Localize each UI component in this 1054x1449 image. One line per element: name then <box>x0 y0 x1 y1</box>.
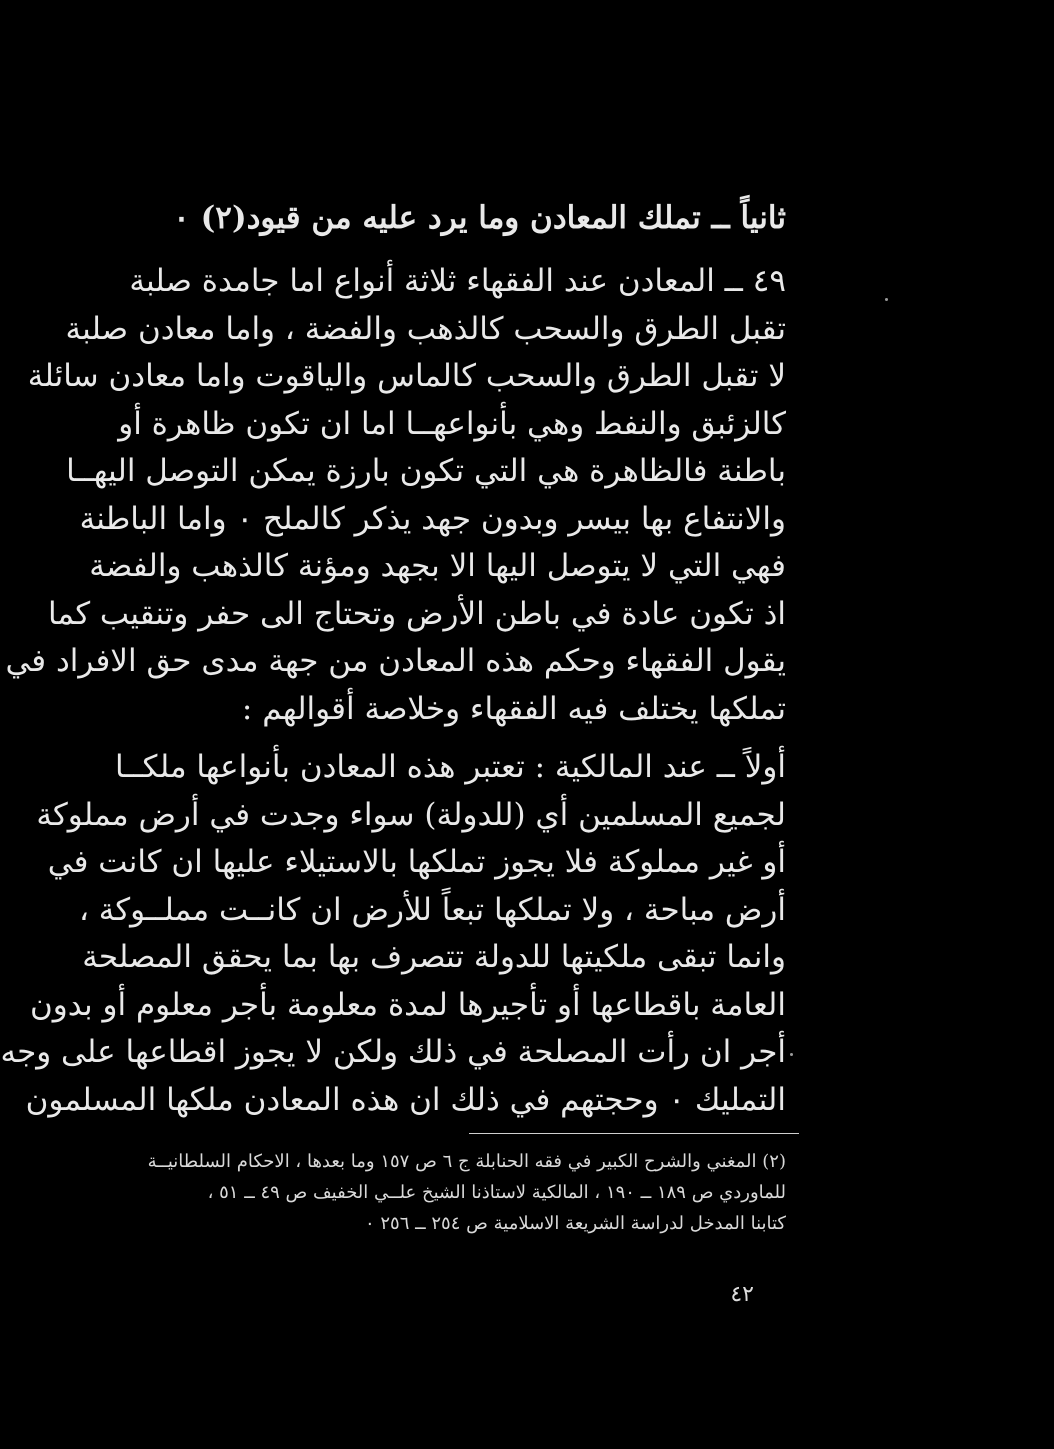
text-line: تملكها يختلف فيه الفقهاء وخلاصة أقوالهم : <box>241 690 786 727</box>
footnotes <box>106 1146 786 1239</box>
text-line: ٤٩ ــ المعادن عند الفقهاء ثلاثة أنواع اما جامدة صلبة <box>129 263 786 299</box>
text-line: العامة باقطاعها أو تأجيرها لمدة معلومة بأجر معلوم أو بدون <box>30 986 786 1023</box>
text-line: أولاً ــ عند المالكية : تعتبر هذه المعادن بأنواعها ملكــا <box>114 749 786 785</box>
footnote-separator <box>469 1133 799 1134</box>
section-heading: ثانياً ــ تملك المعادن وما يرد عليه من قيود(٢) ٠ <box>173 200 786 236</box>
footnote-line: كتابنا المدخل لدراسة الشريعة الاسلامية ص ٢٥٤ ــ ٢٥٦ ٠ <box>364 1213 786 1234</box>
text-line: فهي التي لا يتوصل اليها الا بجهد ومؤنة كالذهب والفضة <box>89 548 786 584</box>
scan-speck <box>790 1053 793 1056</box>
text-line: اذ تكون عادة في باطن الأرض وتحتاج الى حفر وتنقيب كما <box>47 595 786 632</box>
scan-speck <box>885 298 888 301</box>
text-line: باطنة فالظاهرة هي التي تكون بارزة يمكن التوصل اليهــا <box>66 453 786 489</box>
text-line: أرض مباحة ، ولا تملكها تبعاً للأرض ان كانــت مملــوكة ، <box>78 891 786 928</box>
text-line: والانتفاع بها بيسر وبدون جهد يذكر كالملح ٠ واما الباطنة <box>79 500 786 537</box>
page-number: ٤٢ <box>730 1282 754 1307</box>
text-line: التمليك ٠ وحجتهم في ذلك ان هذه المعادن ملكها المسلمون <box>25 1081 786 1118</box>
text-line: وانما تبقى ملكيتها للدولة تتصرف بها بما يحقق المصلحة <box>82 939 786 975</box>
text-line: لا تقبل الطرق والسحب كالماس والياقوت واما معادن سائلة <box>27 358 786 394</box>
text-line: أو غير مملوكة فلا يجوز تملكها بالاستيلاء عليها ان كانت في <box>47 844 786 880</box>
footnote-line: للماوردي ص ١٨٩ ــ ١٩٠ ، المالكية لاستاذنا الشيخ علــي الخفيف ص ٤٩ ــ ٥١ ، <box>207 1182 786 1203</box>
text-line: كالزئبق والنفط وهي بأنواعهــا اما ان تكون ظاهرة أو <box>118 405 786 442</box>
footnote-line: (٢) المغني والشرح الكبير في فقه الحنابلة ج ٦ ص ١٥٧ وما بعدها ، الاحكام السلطانيــة <box>147 1151 786 1172</box>
text-line: يقول الفقهاء وحكم هذه المعادن من جهة مدى حق الافراد في <box>5 643 786 679</box>
paragraph-49 <box>5 258 786 733</box>
text-line: أجر ان رأت المصلحة في ذلك ولكن لا يجوز اقطاعها على وجه <box>0 1034 786 1070</box>
text-line: لجميع المسلمين أي (للدولة) سواء وجدت في أرض مملوكة <box>36 796 786 833</box>
text-line: تقبل الطرق والسحب كالذهب والفضة ، واما معادن صلبة <box>65 310 786 347</box>
paragraph-first-maliki <box>0 744 786 1124</box>
